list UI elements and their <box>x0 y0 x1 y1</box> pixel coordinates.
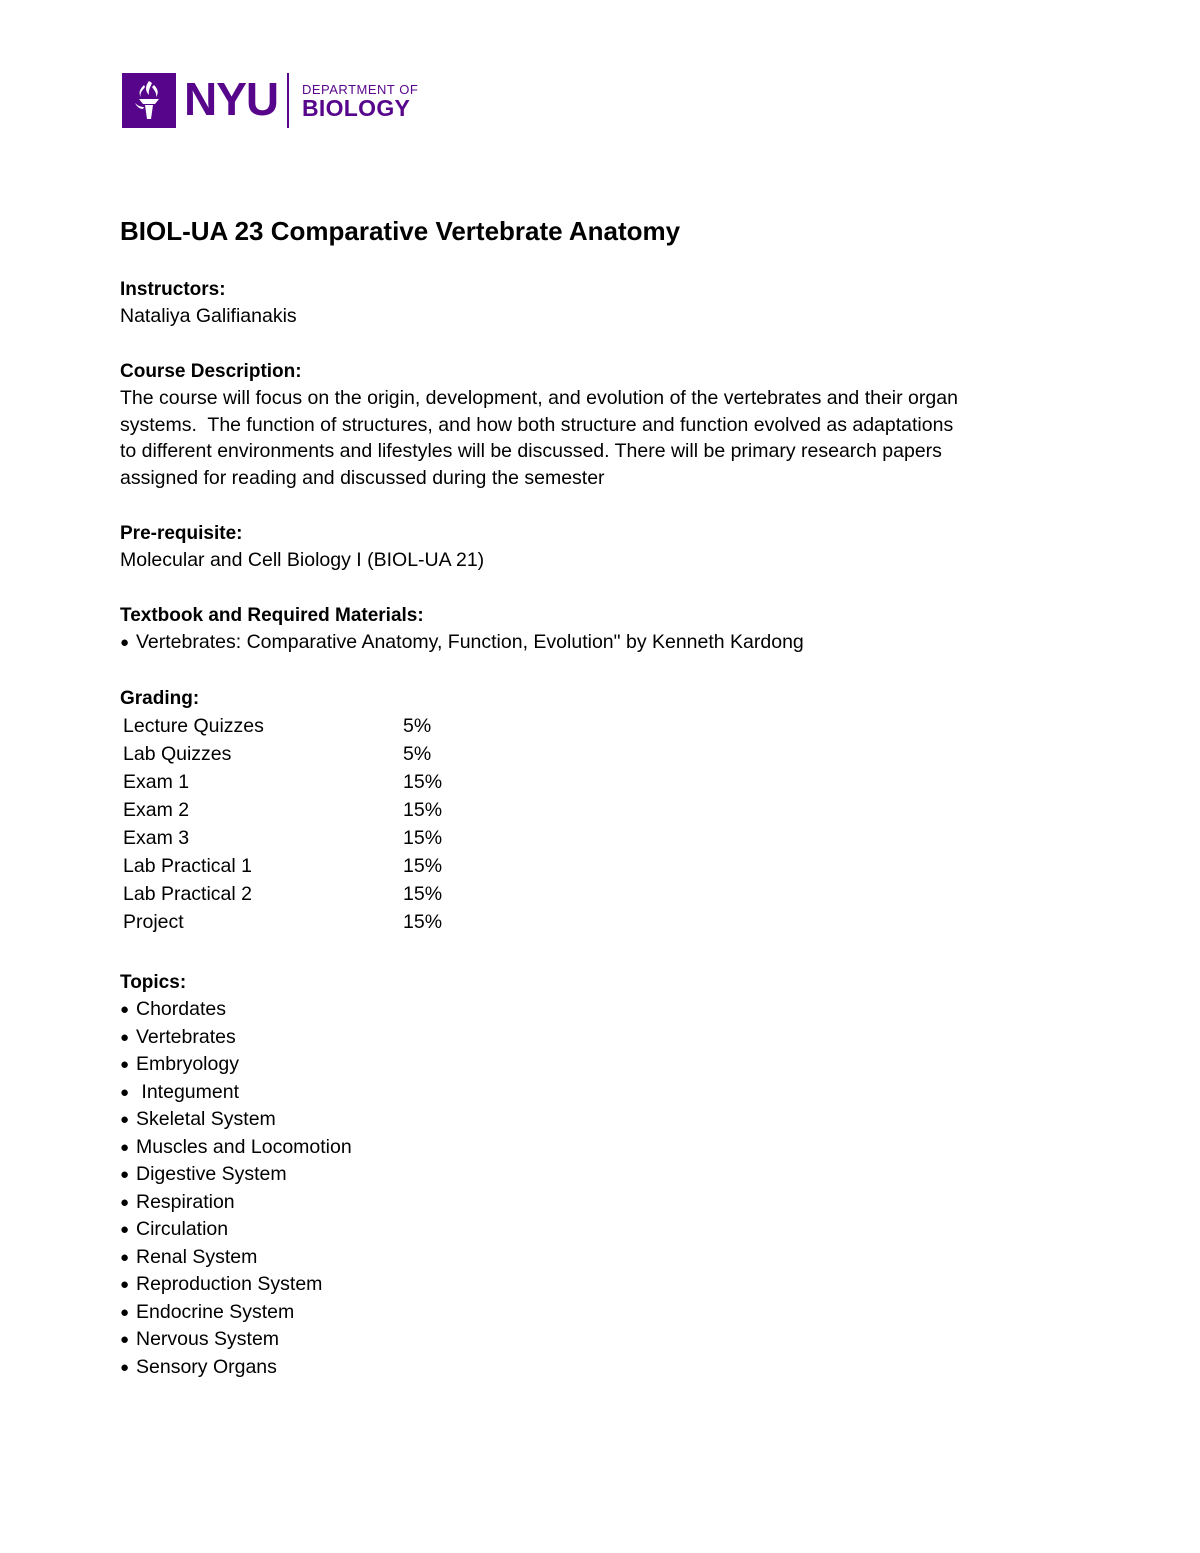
bullet-icon: ● <box>120 1001 130 1018</box>
topic-item: Circulation <box>136 1218 229 1240</box>
table-row <box>123 824 442 852</box>
topic-item: Chordates <box>136 998 226 1020</box>
course-description-line: systems. The function of structures, and how both structure and function evolved as adaptations <box>120 413 954 436</box>
course-description-line: assigned for reading and discussed during the semester <box>120 466 605 489</box>
grading-weight: 15% <box>403 771 443 793</box>
bullet-icon: ● <box>120 1166 130 1183</box>
grading-item: Lab Practical 2 <box>123 883 252 905</box>
table-row <box>123 908 442 936</box>
list-item <box>120 1161 1080 1189</box>
list-item <box>120 1299 1080 1327</box>
prerequisite-section <box>120 521 1080 574</box>
course-description-section <box>120 359 1080 491</box>
topic-item: Embryology <box>136 1053 239 1075</box>
instructors-heading: Instructors: <box>120 279 226 300</box>
table-row <box>123 880 442 908</box>
textbook-heading: Textbook and Required Materials: <box>120 605 424 626</box>
instructors-section <box>120 277 1080 330</box>
logo-divider <box>287 73 289 128</box>
logo-department-line2: BIOLOGY <box>302 95 411 121</box>
topic-item: Endocrine System <box>136 1300 295 1323</box>
bullet-icon: ● <box>120 1303 130 1321</box>
list-item <box>120 1244 1080 1272</box>
topic-item: Digestive System <box>136 1163 287 1185</box>
grading-item: Project <box>123 911 184 933</box>
torch-icon <box>122 73 176 128</box>
table-row <box>123 740 442 768</box>
list-item <box>120 1134 1080 1162</box>
grading-section <box>120 686 1080 936</box>
course-description-line: The course will focus on the origin, development, and evolution of the vertebrates and their organ <box>120 387 958 409</box>
list-item <box>120 1024 1080 1052</box>
topic-item: Vertebrates <box>136 1025 236 1048</box>
bullet-icon: ● <box>120 1358 130 1376</box>
bullet-icon: ● <box>120 1193 130 1211</box>
grading-weight: 5% <box>403 715 432 737</box>
bullet-icon: ● <box>120 1248 130 1266</box>
bullet-icon: ● <box>120 1138 130 1156</box>
topic-item: Muscles and Locomotion <box>136 1135 352 1158</box>
grading-weight: 15% <box>403 883 443 905</box>
topics-heading: Topics: <box>120 972 187 993</box>
grading-item: Lecture Quizzes <box>123 715 264 737</box>
grading-item: Exam 3 <box>123 827 190 849</box>
table-row <box>123 852 442 880</box>
grading-weight: 5% <box>403 743 432 765</box>
list-item <box>120 1326 1080 1354</box>
list-item <box>120 1216 1080 1244</box>
topics-section <box>120 970 1080 1381</box>
course-description-heading: Course Description: <box>120 361 302 382</box>
topic-item: Sensory Organs <box>136 1355 277 1378</box>
bullet-icon: ● <box>120 1083 130 1101</box>
instructor-name: Nataliya Galifianakis <box>120 305 297 327</box>
grading-weight: 15% <box>403 855 443 877</box>
grading-item: Lab Practical 1 <box>123 855 252 877</box>
bullet-icon: ● <box>120 1056 130 1073</box>
table-row <box>123 796 442 824</box>
logo-brand: NYU <box>184 73 279 125</box>
logo-department-line1: DEPARTMENT OF <box>302 82 419 97</box>
table-row <box>123 768 442 796</box>
textbook-section <box>120 603 1080 657</box>
list-item <box>120 996 1080 1024</box>
grading-table <box>123 712 442 936</box>
prerequisite-text: Molecular and Cell Biology I (BIOL-UA 21) <box>120 549 485 571</box>
course-description-line: to different environments and lifestyles will be discussed. There will be primary research papers <box>120 440 942 462</box>
grading-heading: Grading: <box>120 688 200 709</box>
textbook-item: Vertebrates: Comparative Anatomy, Function, Evolution" by Kenneth Kardong <box>136 631 804 653</box>
topic-item: Respiration <box>136 1190 235 1213</box>
grading-item: Lab Quizzes <box>123 743 232 765</box>
list-item <box>120 1271 1080 1299</box>
topic-item: Renal System <box>136 1245 258 1268</box>
bullet-icon: ● <box>120 1111 130 1128</box>
list-item <box>120 1189 1080 1217</box>
bullet-icon: ● <box>120 1331 130 1348</box>
bullet-icon: ● <box>120 1221 130 1238</box>
table-row <box>123 712 442 740</box>
grading-weight: 15% <box>403 911 443 933</box>
list-item <box>120 629 1080 657</box>
topic-item: Nervous System <box>136 1328 280 1350</box>
grading-weight: 15% <box>403 799 443 821</box>
prerequisite-heading: Pre-requisite: <box>120 523 243 544</box>
nyu-biology-logo <box>122 73 432 128</box>
list-item <box>120 1051 1080 1079</box>
topic-item: Reproduction System <box>136 1273 323 1295</box>
grading-weight: 15% <box>403 827 443 849</box>
list-item <box>120 1354 1080 1382</box>
bullet-icon: ● <box>120 1028 130 1046</box>
grading-item: Exam 2 <box>123 799 190 821</box>
topic-item: Skeletal System <box>136 1108 276 1130</box>
bullet-icon: ● <box>120 1276 130 1293</box>
topic-item: Integument <box>136 1080 239 1103</box>
grading-item: Exam 1 <box>123 771 190 793</box>
course-title: BIOL-UA 23 Comparative Vertebrate Anatomy <box>120 216 681 246</box>
bullet-icon: ● <box>120 634 130 651</box>
list-item <box>120 1079 1080 1107</box>
list-item <box>120 1106 1080 1134</box>
